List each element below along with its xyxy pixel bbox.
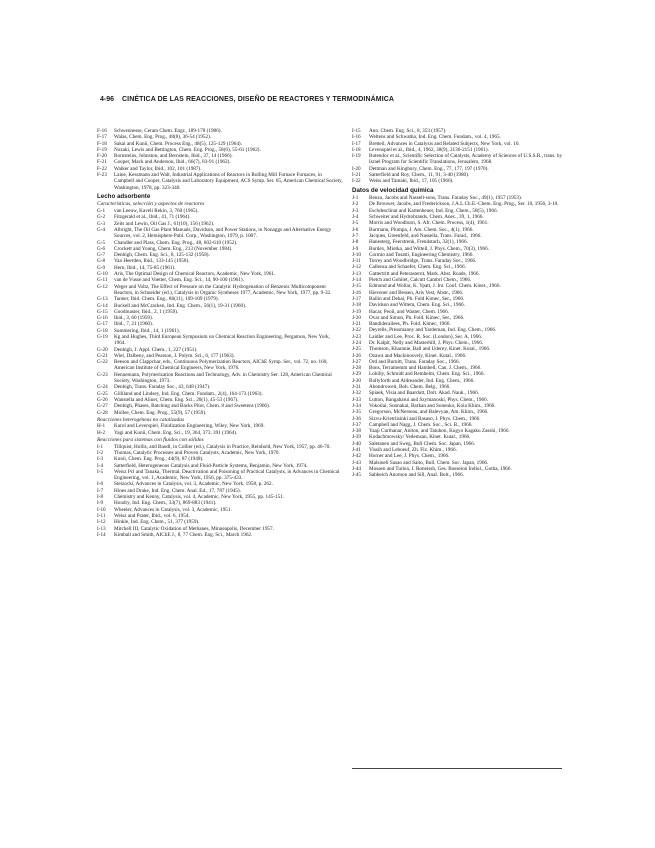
reference-number: J-1: [352, 195, 359, 202]
reference-number: I-1: [97, 443, 104, 450]
reference-text: Ozawa and Mackinosvely, Kinet. Kutal., 1966.: [369, 352, 467, 359]
reference-text: Sabbeich Anomon and Sill, Anal. Bolt., 1966.: [369, 472, 464, 479]
reference-number: J-12: [352, 264, 361, 271]
reference-number: I-5: [97, 468, 104, 475]
reference-text: Hievener and Bessen, Aris Vest, Abstr., 1966.: [369, 289, 464, 296]
reference-number: F-20: [97, 153, 107, 160]
reference-text: Spiaek, Visia and Baardutt, Dolt. Akad. Nauk., 1966.: [369, 390, 479, 397]
reference-text: Walas, Chem. Eng. Prog., 48(8), 36-54 (1952).: [114, 134, 212, 141]
reference-text: Sizvu-Krietriisinki and Basaso, J. Phys. Chem., 1966.: [369, 415, 481, 422]
reference-number: I-9: [97, 500, 104, 507]
reference-text: Kunii, Chem. Eng. Prog., 44(9), 87 (1948).: [114, 456, 204, 463]
reference-text: Edmond and Wollar, K. Ypatt, J. Int. Conf. Chem. Kinet., 1966.: [369, 283, 501, 290]
reference-text: Goodmaster, Ibid., 2, 1 (1959).: [114, 308, 179, 315]
reference-text: De Brouwer, Jacobs, and Frederickson, J.A.L.Ch.E.-Chem. Eng. Prog., Ser. 10, 1956, 3-10.: [369, 201, 559, 208]
reference-number: J-13: [352, 270, 361, 277]
reference-text: Torrey and Woodbridge, Trans. Faraday Soc., 1966.: [369, 258, 477, 265]
reference-number: J-27: [352, 358, 361, 365]
reference-text: Bullyforth and Aldreander, Ind. Eng. Chem., 1966.: [369, 377, 475, 384]
reference-text: Bailin and Debai, Ph. Fold Kimec, Ser., 1966.: [369, 295, 465, 302]
reference-number: G-18: [97, 327, 108, 334]
reference-text: Kodachmowsky/ Yedemsan, Kinet. Kutal., 1966.: [369, 434, 471, 441]
reference-number: G-11: [97, 277, 108, 284]
reference-number: J-10: [352, 251, 361, 258]
reference-text: Schweiter and Hydrobrands, Chem. Anec., 39, 1, 1966.: [369, 214, 484, 221]
reference-text: Fitzgerald et al., Ibid., 41, 71 (1964).: [114, 214, 191, 221]
reference-text: Denbigh, Phases, Batching and Backs Pilot, Chem. 8 and Sweetens (1966).: [114, 403, 271, 410]
reference-number: I-16: [352, 134, 361, 141]
reference-number: J-16: [352, 289, 361, 296]
reference-text: Denbigh, J. Appl. Chem., 1, 227 (1951).: [114, 346, 198, 353]
reference-number: J-41: [352, 447, 361, 454]
reference-entry: [352, 178, 566, 184]
reference-number: J-26: [352, 352, 361, 359]
reference-number: J-9: [352, 245, 359, 252]
reference-text: Weiss and Tamaki, Ibid., 17, 105 (1966).: [369, 178, 454, 185]
reference-number: G-27: [97, 403, 108, 410]
reference-text: Deyrells, Pressmanny and Yardeman, Ind. Eng. Chem., 1966.: [369, 327, 497, 334]
reference-text: Weisz and Prater, Ibid., vol. 6, 1954.: [114, 512, 190, 519]
reference-text: Laine, Kessmann and Walt, Industrial Applications of Reactors in Rolling Mill Furnace Furnaces, in Campbell and Cooper, Catalysis and Laboratory Equipment, ACS Symp. Ser. 65, American Chemical Society, Washington, 1978, pp. 323-340.: [114, 172, 343, 191]
reference-text: Jacques, Greenfeld, and Nassella, Trans. Farad., 1966.: [369, 232, 482, 239]
reference-text: Morris and Woodburn, S. Afr. Chem. Process, 1(4), 1961.: [369, 220, 489, 227]
reference-number: I-2: [97, 449, 104, 456]
reference-number: J-14: [352, 277, 361, 284]
reference-list-j: [352, 195, 566, 478]
reference-number: J-32: [352, 390, 361, 397]
reference-text: Buckell and McCracken, Ind. Eng. Chem., 56(1), 19-31 (1960).: [114, 302, 247, 309]
reference-number: G-12: [97, 283, 108, 290]
subsection-heading-fluidos: Reacciones para sistemas con fluidos con sólidos: [97, 437, 204, 444]
reference-number: J-3: [352, 207, 359, 214]
reference-number: J-29: [352, 371, 361, 378]
reference-text: Mollee, Chem. Eng. Prog., 55(9), 57 (1959).: [114, 409, 207, 416]
reference-number: F-22: [97, 165, 107, 172]
reference-number: G-7: [97, 252, 106, 259]
reference-text: Vokoilai, Sonnakai, Barkan and Sonenko, Kola Khim., 1966.: [369, 402, 496, 409]
reference-number: I-19: [352, 153, 361, 160]
reference-text: Hines and Drake, Ind. Eng. Chem. Anal. Ed., 17, 787 (1945).: [114, 487, 241, 494]
reference-text: Horner and Lee, J. Phys. Chem., 1966.: [369, 453, 450, 460]
reference-number: J-35: [352, 409, 361, 416]
reference-list-f: [97, 128, 343, 191]
reference-text: Tanner, Ibid. Chem. Eng., 86(11), 109-109 (1979).: [114, 296, 219, 303]
reference-text: Cormio and Tosatti, Engineering Chemistry, 1966.: [369, 251, 474, 258]
reference-number: J-38: [352, 428, 361, 435]
reference-number: I-3: [97, 456, 104, 463]
reference-text: Hern, Ibid., 14, 75-85 (1961).: [114, 264, 176, 271]
reference-text: Ovar and Simon, Ph. Fold. Kimec, Ser., 1966.: [369, 314, 465, 321]
reference-text: Gregorson, McNerseau, and Balevyan, Am. Khim., 1966.: [369, 409, 489, 416]
reference-number: G-5: [97, 239, 106, 246]
reference-text: Dettman and Kingbury, Chem. Eng., 77, 177, 197 (1970).: [369, 165, 489, 172]
reference-text: Bons, Terramemm and Hambell, Can. J. Chem., 1966.: [369, 365, 482, 372]
reference-number: J-34: [352, 402, 361, 409]
reference-number: J-22: [352, 327, 361, 334]
bottom-rule: [352, 768, 562, 769]
reference-number: I-10: [97, 506, 106, 513]
reference-number: G-21: [97, 352, 108, 359]
reference-text: Bretteil, Advances in Catalysis and Related Subjects, New York, vol. 10.: [369, 140, 520, 147]
reference-text: Wiel, Dalbeny, and Pearson, J. Polym. Sci., 6, 177 (1963).: [114, 352, 235, 359]
reference-number: I-21: [352, 172, 361, 179]
reference-entry: [352, 153, 566, 166]
reference-number: J-6: [352, 226, 359, 233]
reference-text: Kimball and Smith, AIChE J., 8, 77 Chem. Eng. Sci., March 1962.: [114, 531, 253, 538]
reference-entry: [97, 227, 343, 240]
reference-text: Chemistry and Kenny, Catalysis, vol. 4, Academic, New York, 1955, pp. 145-151.: [114, 494, 285, 501]
reference-text: Ord and Burnitt, Trans. Faraday Soc., 1966.: [369, 358, 460, 365]
reference-text: Weltens and Schwatha, Ind. Eng. Chem. Fundam., vol. 4, 1965.: [369, 134, 501, 141]
reference-number: G-13: [97, 296, 108, 303]
reference-number: J-15: [352, 283, 361, 290]
reference-number: J-43: [352, 459, 361, 466]
reference-text: Albright, The Oil Gas Plant Manuals, Davidson, and Power Stations, in Nonaggs and Alternative Energy Sources, vol. 2, Hemisphere Publ. Corp., Washington, 1979, p. 1007.: [114, 226, 332, 240]
reference-number: G-22: [97, 359, 108, 366]
section-heading-datos: Datos de velocidad química: [352, 186, 434, 194]
reference-number: F-16: [97, 128, 107, 134]
reference-number: I-22: [352, 178, 361, 185]
reference-number: J-45: [352, 472, 361, 479]
reference-text: Kg and Hughes, Third European Symposium on Chemical Reaction Engineering, Pergamon, New York, 1964.: [114, 334, 331, 347]
reference-number: J-39: [352, 434, 361, 441]
reference-list-i-continued: [352, 128, 566, 185]
reference-entry: [97, 469, 343, 482]
reference-number: J-18: [352, 302, 361, 309]
reference-text: van de Vusse and Voetter, Chem. Eng. Sci., 14, 90-100 (1961).: [114, 277, 244, 284]
reference-entry: [97, 334, 343, 347]
reference-number: J-30: [352, 377, 361, 384]
reference-text: Van Heerden, Ibid., 133-145 (1958).: [114, 258, 190, 265]
reference-number: J-17: [352, 295, 361, 302]
reference-text: Lutton, Bangabarui and Szymanoski, Phys. Chem., 1966.: [369, 396, 489, 403]
reference-number: I-13: [97, 525, 106, 532]
reference-number: J-20: [352, 314, 361, 321]
reference-number: I-8: [97, 494, 104, 501]
reference-number: G-9: [97, 264, 106, 271]
reference-entry: [97, 359, 343, 372]
reference-text: Ann. Chem. Eng. Sci., 8, 353 (1957).: [369, 128, 447, 134]
reference-text: Yagi and Kunii, Chem. Eng. Sci., 19, 364, 373, 391 (1964).: [114, 429, 238, 436]
reference-number: G-4: [97, 226, 106, 233]
reference-number: I-7: [97, 487, 104, 494]
reference-number: J-36: [352, 415, 361, 422]
reference-text: Weger and Voltz, The Effect of Pressure on the Catalytic Hydrogenation of Benzenic Multicomponent Reactors, in Schneider (ed.), Catalysis in Organic Syntheses 1977, Academic, New York, 1977, pp. 9-32.: [114, 283, 332, 296]
reference-number: J-33: [352, 396, 361, 403]
reference-number: G-2: [97, 214, 106, 221]
reference-text: Houdry, Ind. Eng. Chem., 33(7), 869-883 (1941).: [114, 500, 217, 507]
reference-number: J-5: [352, 220, 359, 227]
reference-text: Hacar, Peoil, and Waster, Chem. 1966.: [369, 308, 450, 315]
reference-number: F-17: [97, 134, 107, 141]
reference-text: Mosaen and Turiea, J. Roneissh, Ges. Bosseion Indiol., Gotha, 1966.: [369, 465, 512, 472]
reference-number: I-11: [97, 512, 106, 519]
reference-text: Sakai and Kunii, Chem. Process Eng., 48(5), 125-129 (1964).: [114, 140, 242, 147]
reference-number: G-28: [97, 409, 108, 416]
reference-text: Weisz Pcl and Tanaka, Thermal, Deactivation and Poisoning of Practical Catalysts, in Advances in Chemical Engineering, vol. 1, Academic, New York, 1956, pp. 375-433.: [114, 468, 340, 482]
reference-number: G-24: [97, 384, 108, 391]
reference-number: G-10: [97, 271, 108, 278]
reference-number: I-18: [352, 146, 361, 153]
reference-text: Pietch and Gohliet, Calcutt Cambri Chem., 1966.: [369, 277, 472, 284]
reference-number: J-40: [352, 440, 361, 447]
reference-text: Thomson, Kharanie, Ball and Uderey, Kinet. Kutal., 1966.: [369, 346, 491, 353]
section-heading-lecho: Lecho adsorbente: [97, 192, 151, 200]
reference-text: van Leeuw, Kaveli Rekin, 3, 760 (1965).: [114, 208, 199, 215]
reference-number: I-20: [352, 165, 361, 172]
reference-number: F-23: [97, 172, 107, 179]
reference-list-h: [97, 423, 343, 436]
reference-number: I-12: [97, 519, 106, 526]
reference-number: G-25: [97, 390, 108, 397]
reference-text: Gattertritt and Peterasternt, Mark. Abst. Roads, 1966.: [369, 270, 480, 277]
reference-text: Mitchell III, Catalytic Oxidation of Methanes, Minneapolis, December 1957.: [114, 525, 274, 532]
reference-number: F-21: [97, 159, 107, 166]
reference-text: Hanesterg, Feerstrenk, Frendstach, 32(1), 1966.: [369, 239, 468, 246]
reference-number: J-19: [352, 308, 361, 315]
reference-number: G-15: [97, 308, 108, 315]
reference-text: Summering, Ibid., 14, 1 (1961).: [114, 327, 180, 334]
reference-number: G-6: [97, 245, 106, 252]
reference-number: H-2: [97, 429, 106, 436]
reference-text: Malsineli Sasao and Saito, Bull. Chem. Soc. Japan, 1966.: [369, 459, 489, 466]
reference-text: Burmann, Plumpa, J. Am. Chem. Soc., 4(1), 1966.: [369, 226, 474, 233]
reference-entry: [97, 410, 343, 416]
reference-text: Eschdesclinat and Kartenheuer, Ind. Eng. Chem., 58(5), 1966.: [369, 207, 498, 214]
reference-number: I-15: [352, 128, 361, 134]
reference-text: Lobilly, Schmidt and Remhelm, Chem. Eng. Sci., 1966.: [369, 371, 485, 378]
reference-entry: [97, 372, 343, 385]
left-column: [97, 128, 343, 778]
reference-text: Satterfield and Roy, Chem., 11, 91, 3-40 (1980).: [369, 172, 470, 179]
reference-number: F-18: [97, 140, 107, 147]
reference-text: Laidler and Lee, Proc. R. Soc. (London), Ser. A, 1966.: [369, 333, 483, 340]
reference-text: Aris, The Optimal Design of Chemical Reactors, Academic, New York, 1961.: [114, 271, 276, 278]
page-number: 4-96: [100, 96, 115, 103]
reference-text: Hennemann, Polymerization Reactions and Technology, Adv. in Chemistry Ser. 128, American Chemical Society, Washington, 1973.: [114, 371, 332, 385]
reference-text: Crockett and Young, Chem. Eng., 213 (November 1984).: [114, 245, 233, 252]
reference-text: Ibid., 7, 21 (1960).: [114, 321, 154, 328]
reference-text: Chandler and Plass, Chem. Eng. Prog., 48, 602-610 (1952).: [114, 239, 238, 246]
reference-text: Wanstella and Aliner, Chem. Eng. Sci., 20(1), 45-53 (1967).: [114, 396, 239, 403]
reference-number: G-14: [97, 302, 108, 309]
reference-number: G-3: [97, 220, 106, 227]
reference-number: J-2: [352, 201, 359, 208]
running-title: CINÉTICA DE LAS REACCIONES, DISEÑO DE REACTORES Y TERMODINÁMICA: [122, 96, 395, 103]
reference-text: Beeson and Clappchar, eds., Continuous Polymerization Reactors, AIChE Symp. Ser., vol. 72, no. 160, American Institute of Chemical Engineers, New York, 1976.: [114, 359, 328, 372]
reference-number: I-17: [352, 140, 361, 147]
reference-list-i: [97, 444, 343, 538]
reference-text: Karol and Leverspiel, Fluidization Engineering, Wiley, New York, 1969.: [114, 423, 265, 430]
reference-number: J-42: [352, 453, 361, 460]
reference-text: Tillquist, Hollis, and Baudl, in Collier (ed.), Catalysis in Practice, Reinhold, New York, 1957, pp. 46-70.: [114, 443, 331, 450]
reference-text: Walker and Taylor, Ibid., 102, 101 (1987).: [114, 165, 202, 172]
reference-number: J-28: [352, 365, 361, 372]
reference-text: Bandiderailees, Ph. Fold. Kimec, 1966.: [369, 321, 451, 328]
reference-text: Schwennesse, Ceram Chem. Engr., 189-178 (1986).: [114, 128, 222, 134]
reference-text: Vissih and Leboeuf, Zh. Fiz. Khim., 1966.: [369, 447, 457, 454]
reference-text: Denbigh, Chem. Eng. Sci., 8, 125-132 (1958).: [114, 252, 210, 259]
reference-text: Bornsteins, Johnston, and Bernstein, Ibid., 37, 14 (1966).: [114, 153, 233, 160]
reference-text: Cooper, Mack and Anderson, Ibid., 66(7), 83-91 (1962).: [114, 159, 231, 166]
reference-number: I-14: [97, 531, 106, 538]
reference-entry: [97, 532, 343, 538]
reference-text: Nozaki, Lewis and Bettington, Chem. Eng. Prog., 58(6), 55-61 (1962).: [114, 146, 261, 153]
reference-number: G-20: [97, 346, 108, 353]
reference-list-g: [97, 208, 343, 416]
reference-number: J-37: [352, 421, 361, 428]
reference-text: Butendoc et al., Scientific Selection of Catalysts, Academy of Sciences of U.S.S.R., trans. by Israel Program for Scientific Translations, Jerusalem, 1968.: [369, 153, 563, 166]
reference-number: J-4: [352, 214, 359, 221]
right-column: [352, 128, 566, 778]
section-subheading: Características, selección y aspectos de reactores: [97, 201, 205, 208]
reference-text: Hinkle, Ind. Eng. Chem., 51, 377 (1959).: [114, 519, 200, 526]
reference-number: I-4: [97, 462, 104, 469]
reference-text: Thomas, Catalytic Processes and Proven Catalysts, Academic, New York, 1970.: [114, 449, 280, 456]
reference-number: G-19: [97, 334, 108, 340]
reference-number: G-23: [97, 371, 108, 378]
reference-entry: [97, 430, 343, 436]
reference-number: G-26: [97, 396, 108, 403]
reference-text: Campbell and Nagg, J. Chem. Soc., Sci. B., 1966.: [369, 421, 473, 428]
reference-text: Satterfield, Heterogeneous Catalysis and Fluid-Particle Systems, Benjamin, New York, 1974.: [114, 462, 308, 469]
reference-number: J-7: [352, 232, 359, 239]
reference-text: Burdex, Miotka, and Wittell, J. Phys. Chem., 70(3), 1966.: [369, 245, 490, 252]
reference-text: Dr. Kalpit, Nelly and Masterhill, J. Phys. Chem., 1966.: [369, 340, 484, 346]
reference-text: Saletanen and Sweg, Bull Chem. Soc. Japan, 1966.: [369, 440, 476, 447]
reference-number: J-21: [352, 321, 361, 328]
reference-text: Callenza and Schaefer, Chem. Eng. Sci., 1966.: [369, 264, 466, 271]
reference-text: Denbigh, Trans. Faraday Soc., 43, 648 (1947).: [114, 384, 211, 391]
reference-text: Ibid., 3, 60 (1959).: [114, 315, 154, 322]
reference-number: I-6: [97, 481, 104, 488]
reference-number: J-24: [352, 340, 361, 346]
reference-entry: [97, 172, 343, 191]
reference-number: H-1: [97, 423, 106, 430]
reference-entry: [97, 284, 343, 297]
reference-number: J-11: [352, 258, 361, 265]
reference-text: Gilliland and Lindsey, Ind. Eng. Chem. Fundam., 2(4), 164-173 (1963).: [114, 390, 263, 397]
reference-text: Zeits and Lewin, Oil Gas J., 61(10), 156 (1962).: [114, 220, 215, 227]
reference-number: J-8: [352, 239, 359, 246]
reference-text: Yaaji Curthanar, Aniton, and Tatuhon, Kogyo Kagaku Zasshi, 1966.: [369, 428, 510, 435]
reference-number: G-1: [97, 208, 106, 215]
reference-text: Benzo, Jacobs and Nassell-sons, Trans. Faraday Soc., 49(1), 1957 (1953).: [369, 195, 523, 202]
reference-text: Steizocki, Advances in Catalysis, vol. 3, Academic, New York, 1958, p. 262.: [114, 481, 273, 488]
reference-number: J-44: [352, 465, 361, 472]
reference-text: Wheeler, Advances in Catalysis, vol. 3, Academic, 1951.: [114, 506, 232, 513]
reference-number: F-19: [97, 146, 107, 153]
reference-number: J-31: [352, 384, 361, 391]
reference-number: G-17: [97, 321, 108, 328]
reference-number: G-16: [97, 315, 108, 322]
reference-text: Davidson and Wittem, Chem. Eng. Sci., 1966.: [369, 302, 465, 309]
page-header: [100, 96, 600, 108]
subsection-heading-heterogeneas: Reacciones heterogéneas no catalizadas: [97, 416, 185, 423]
reference-text: Levenspiel et al., Ibid., 4, 1962, 38(9), 2136-2151 (1961).: [369, 146, 489, 153]
reference-number: J-23: [352, 333, 361, 340]
reference-number: G-8: [97, 258, 106, 265]
reference-text: Abondroweit, Boh. Chem. Belg., 1966.: [369, 384, 451, 391]
reference-entry: [352, 472, 566, 478]
reference-number: J-25: [352, 346, 361, 353]
